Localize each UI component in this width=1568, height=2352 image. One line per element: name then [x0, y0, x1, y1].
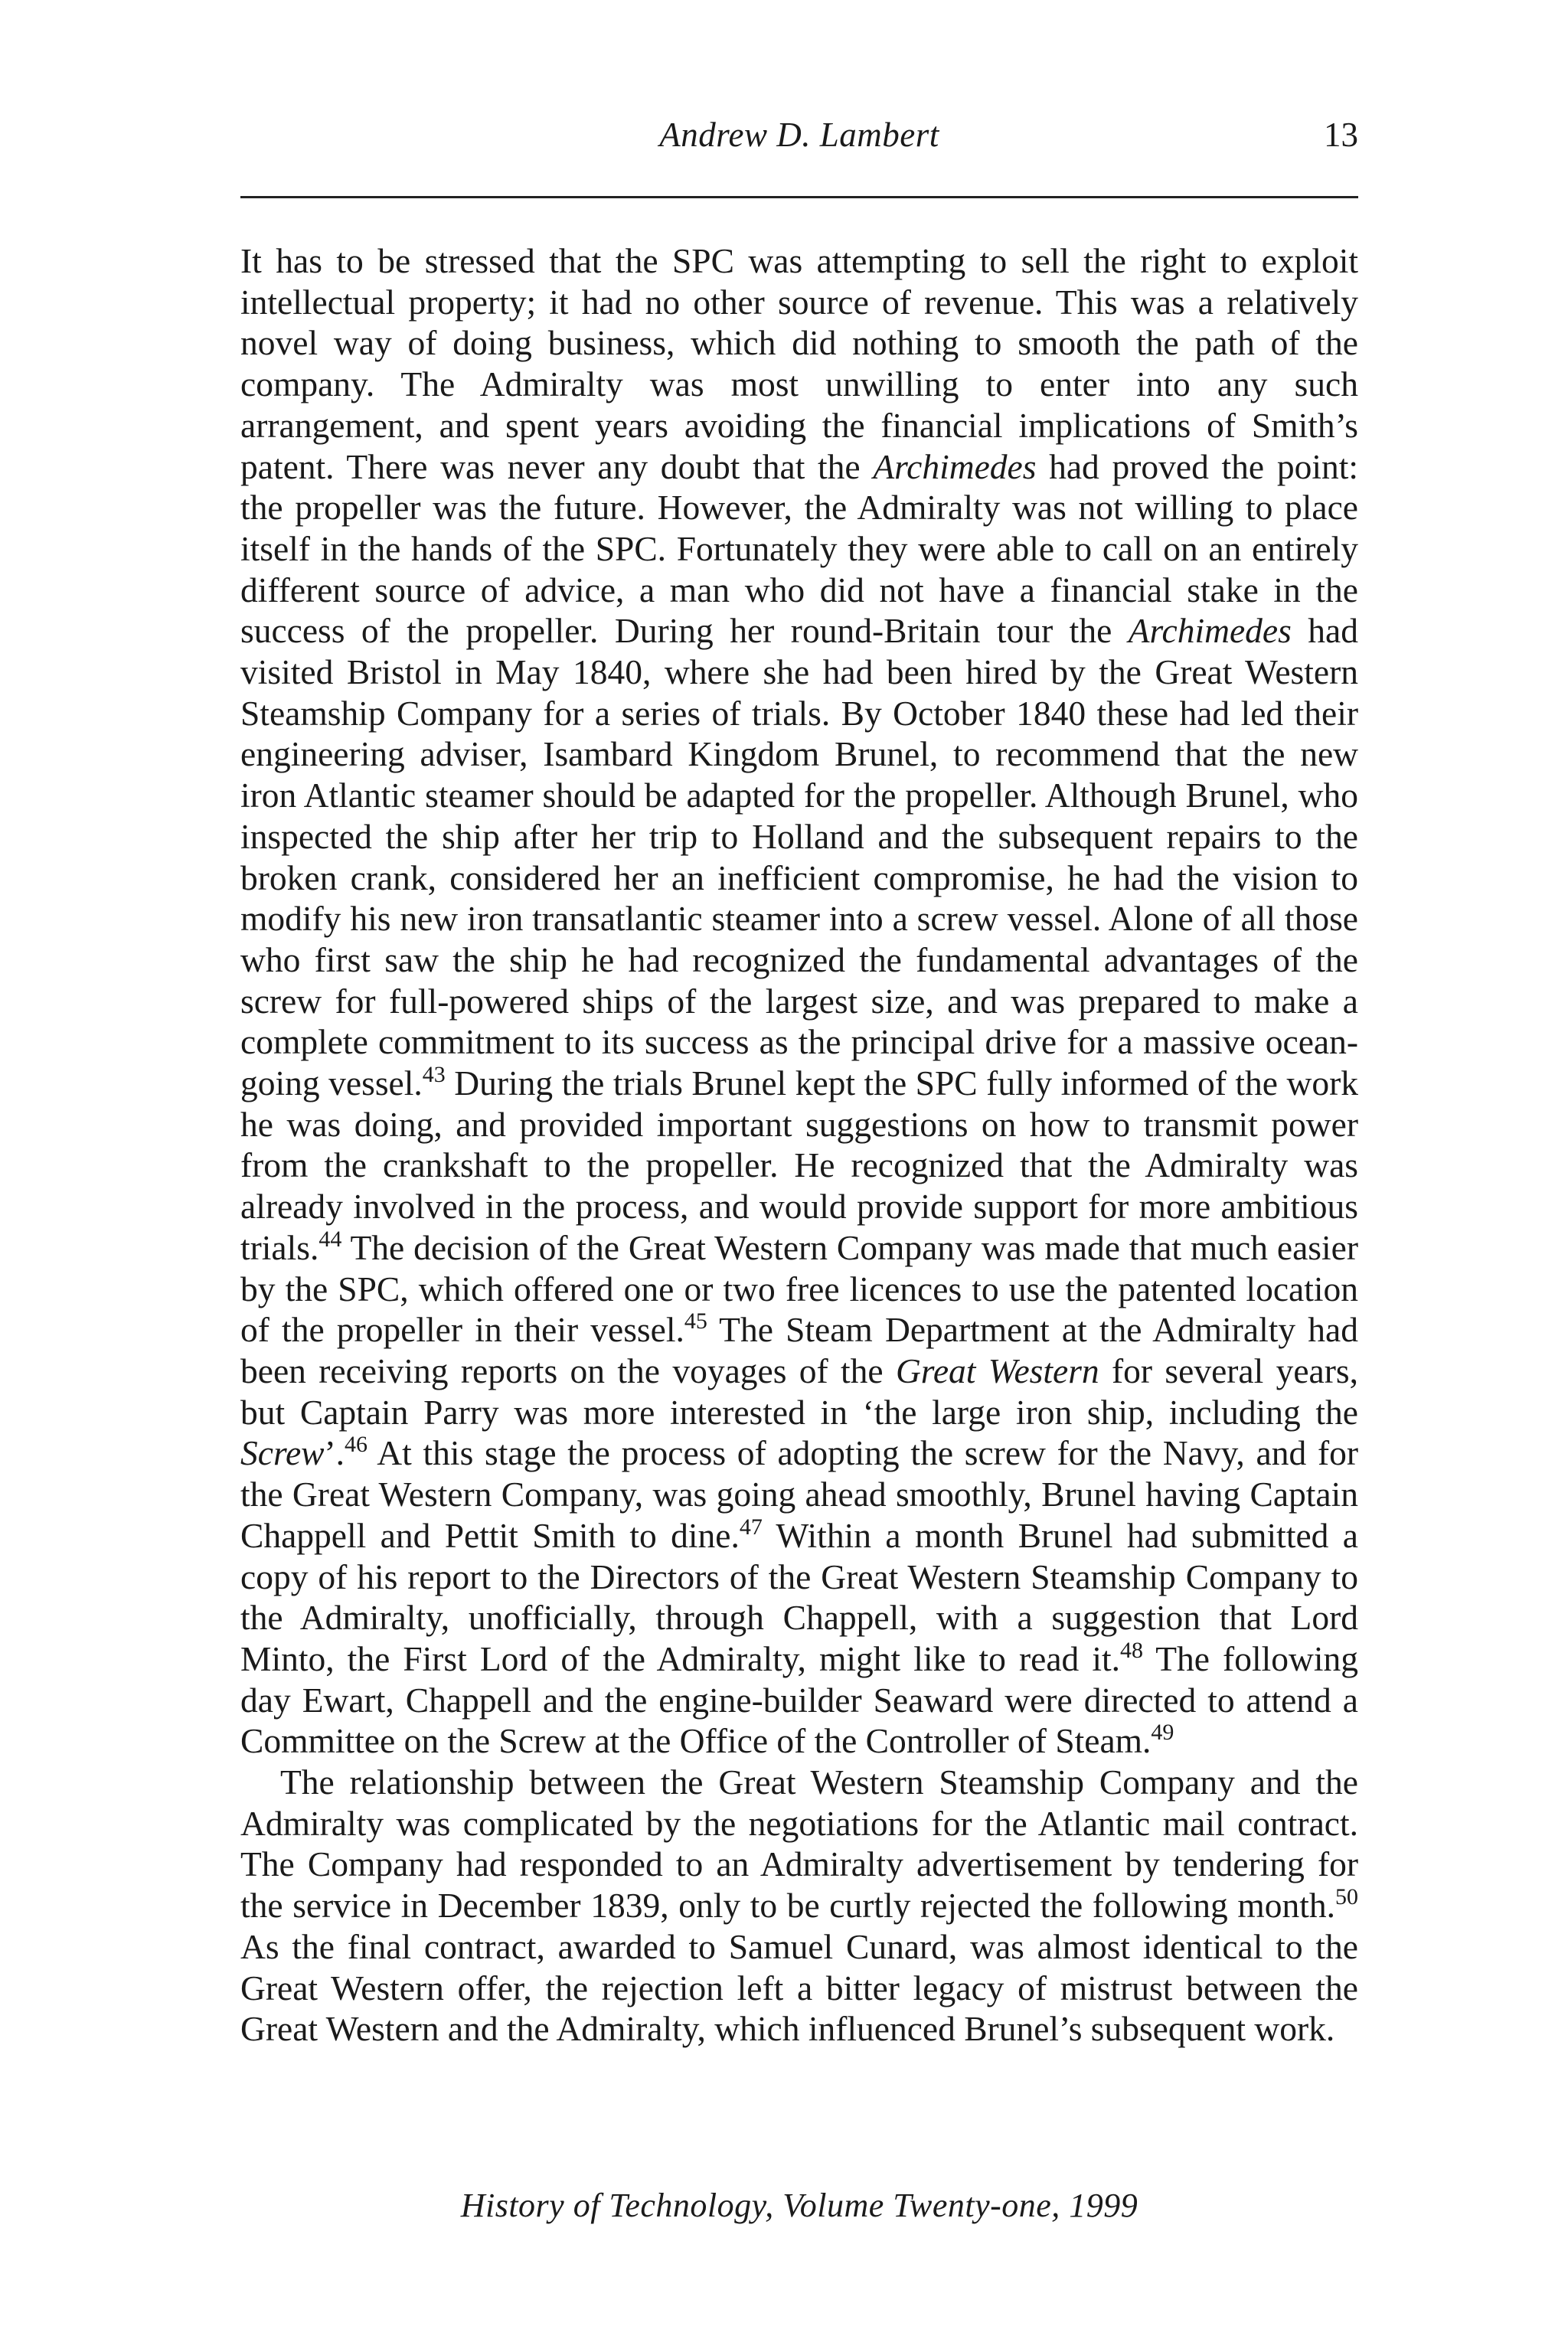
- body-text: [240, 240, 1358, 2050]
- footnote-ref-50: 50: [1335, 1884, 1358, 1910]
- paragraph-1: [240, 240, 1358, 1762]
- footnote-ref-49: 49: [1151, 1720, 1174, 1746]
- italic-term: Screw: [240, 1433, 325, 1473]
- page-number: 13: [1324, 116, 1358, 154]
- paragraph-2: [240, 1762, 1358, 2050]
- footnote-ref-46: 46: [345, 1432, 368, 1458]
- footnote-ref-43: 43: [422, 1062, 446, 1088]
- text-run: Within a month Brunel had submitted a copy of his report to the Directors of the Great Western Steamship Company to the Admiralty, unofficially, through Chappell, with a suggestion that Lord Minto, the First Lord of the Admiralty, might like to read it.: [240, 1515, 1358, 1678]
- text-run: At this stage the process of adopting the screw for the Navy, and for the Great Western Company, was going ahead smoothly, Brunel having Captain Chappell and Pettit Smith to dine.: [240, 1433, 1358, 1555]
- ship-name: Great Western: [895, 1351, 1099, 1390]
- running-head: Andrew D. Lambert: [659, 116, 939, 154]
- journal-citation: History of Technology, Volume Twenty-one, 1999: [460, 2187, 1138, 2224]
- text-run: The decision of the Great Western Company was made that much easier by the SPC, which offered one or two free licences to use the patented location of the propeller in their vessel.: [240, 1227, 1358, 1350]
- footnote-ref-45: 45: [684, 1308, 707, 1334]
- text-run: The Steam Department at the Admiralty had been receiving reports on the voyages of the: [240, 1310, 1358, 1390]
- text-run: ’.: [324, 1433, 345, 1473]
- footnote-ref-47: 47: [739, 1514, 763, 1540]
- text-run: During the trials Brunel kept the SPC fully informed of the work he was doing, and provided important suggestions on how to transmit power from the crankshaft to the propeller. He recognized that the Admiralty was already involved in the process, and would provide support for more ambitious trials.: [240, 1063, 1358, 1267]
- footnote-ref-44: 44: [318, 1226, 342, 1252]
- text-run: As the final contract, awarded to Samuel Cunard, was almost identical to the Great Western offer, the rejection left a bitter legacy of mistrust between the Great Western and the Admiralty, which influenced Brunel’s subsequent work.: [240, 1926, 1358, 2049]
- page-header: [240, 109, 1358, 155]
- text-run: The following day Ewart, Chappell and the engine-builder Seaward were directed to attend a Committee on the Screw at the Office of the Controller of Steam.: [240, 1638, 1358, 1761]
- text-run: had visited Bristol in May 1840, where she had been hired by the Great Western Steamship Company for a series of trials. By October 1840 these had led their engineering adviser, Isambard Kingdom Brunel, to recommend that the new iron Atlantic steamer should be adapted for the propeller. Although Brunel, who inspected the ship after her trip to Holland and the subsequent repairs to the broken crank, considered her an inefficient compromise, he had the vision to modify his new iron transatlantic steamer into a screw vessel. Alone of all those who first saw the ship he had recognized the fundamental advantages of the screw for full-powered ships of the largest size, and was prepared to make a complete commitment to its success as the principal drive for a massive ocean-going vessel.: [240, 611, 1358, 1103]
- ship-name: Archimedes: [873, 446, 1037, 486]
- text-run: It has to be stressed that the SPC was attempting to sell the right to exploit intellectual property; it had no other source of revenue. This was a relatively novel way of doing business, which did nothing to smooth the path of the company. The Admiralty was most unwilling to enter into any such arrangement, and spent years avoiding the financial implications of Smith’s patent. There was never any doubt that the: [240, 241, 1358, 486]
- header-rule: [240, 196, 1358, 198]
- footnote-ref-48: 48: [1120, 1637, 1143, 1663]
- ship-name: Archimedes: [1128, 611, 1292, 651]
- text-run: for several years, but Captain Parry was more interested in ‘the large iron ship, including the: [240, 1351, 1358, 1432]
- text-run: The relationship between the Great Western Steamship Company and the Admiralty was complicated by the negotiations for the Atlantic mail contract. The Company had responded to an Admiralty advertisement by tendering for the service in December 1839, only to be curtly rejected the following month.: [240, 1762, 1358, 1926]
- text-run: had proved the point: the propeller was the future. However, the Admiralty was not willing to place itself in the hands of the SPC. Fortunately they were able to call on an entirely different source of advice, a man who did not have a financial stake in the success of the propeller. During her round-Britain tour the: [240, 446, 1358, 651]
